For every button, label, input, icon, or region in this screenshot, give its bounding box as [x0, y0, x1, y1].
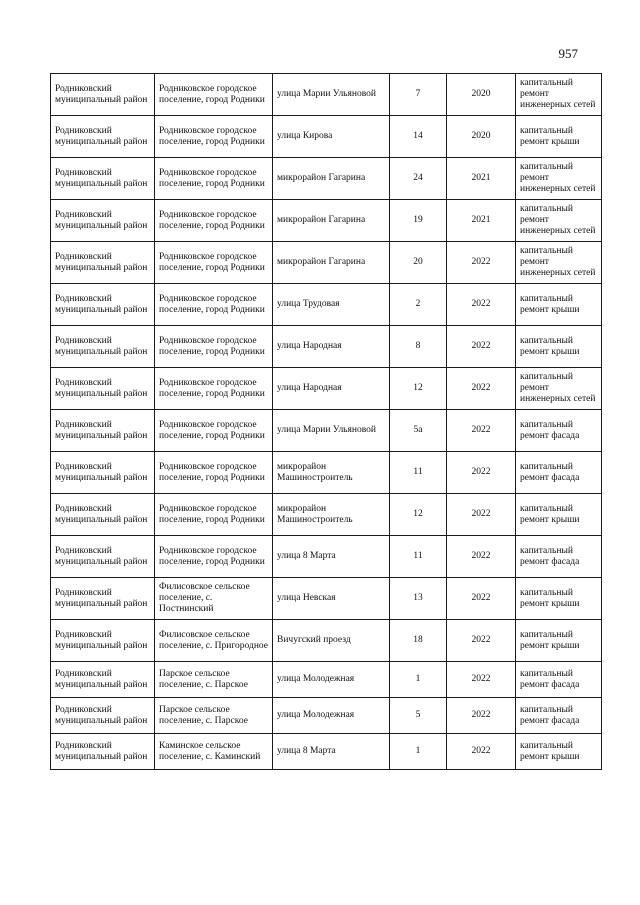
district-cell: Родниковский муниципальный район	[51, 326, 155, 368]
settlement-cell: Парское сельское поселение, с. Парское	[155, 698, 273, 734]
street-cell: улица Молодежная	[273, 698, 390, 734]
table-row	[51, 494, 602, 536]
year-cell: 2022	[447, 242, 516, 284]
settlement-cell: Родниковское городское поселение, город Родники	[155, 74, 273, 116]
table-row	[51, 242, 602, 284]
district-cell: Родниковский муниципальный район	[51, 578, 155, 620]
settlement-cell: Филисовское сельское поселение, с. Постнинский	[155, 578, 273, 620]
settlement-cell: Родниковское городское поселение, город Родники	[155, 536, 273, 578]
street-cell: микрорайон Гагарина	[273, 242, 390, 284]
district-cell: Родниковский муниципальный район	[51, 200, 155, 242]
house-number-cell: 11	[390, 452, 447, 494]
work-type-cell: капитальный ремонт крыши	[516, 494, 602, 536]
year-cell: 2021	[447, 158, 516, 200]
table-row	[51, 578, 602, 620]
table-row	[51, 662, 602, 698]
house-number-cell: 2	[390, 284, 447, 326]
house-number-cell: 1	[390, 662, 447, 698]
district-cell: Родниковский муниципальный район	[51, 536, 155, 578]
year-cell: 2022	[447, 734, 516, 770]
year-cell: 2022	[447, 578, 516, 620]
district-cell: Родниковский муниципальный район	[51, 698, 155, 734]
house-number-cell: 7	[390, 74, 447, 116]
table-row	[51, 452, 602, 494]
table-row	[51, 116, 602, 158]
settlement-cell: Родниковское городское поселение, город Родники	[155, 242, 273, 284]
work-type-cell: капитальный ремонт фасада	[516, 698, 602, 734]
street-cell: микрорайон Машиностроитель	[273, 452, 390, 494]
year-cell: 2022	[447, 536, 516, 578]
table-row	[51, 410, 602, 452]
settlement-cell: Родниковское городское поселение, город Родники	[155, 452, 273, 494]
district-cell: Родниковский муниципальный район	[51, 74, 155, 116]
settlement-cell: Родниковское городское поселение, город Родники	[155, 326, 273, 368]
street-cell: улица Народная	[273, 368, 390, 410]
work-type-cell: капитальный ремонт фасада	[516, 536, 602, 578]
year-cell: 2022	[447, 662, 516, 698]
settlement-cell: Родниковское городское поселение, город Родники	[155, 284, 273, 326]
district-cell: Родниковский муниципальный район	[51, 410, 155, 452]
district-cell: Родниковский муниципальный район	[51, 284, 155, 326]
table-row	[51, 368, 602, 410]
repair-registry-table	[50, 73, 602, 770]
house-number-cell: 24	[390, 158, 447, 200]
table-row	[51, 536, 602, 578]
settlement-cell: Родниковское городское поселение, город Родники	[155, 410, 273, 452]
settlement-cell: Родниковское городское поселение, город Родники	[155, 116, 273, 158]
work-type-cell: капитальный ремонт крыши	[516, 284, 602, 326]
year-cell: 2022	[447, 620, 516, 662]
table-row	[51, 734, 602, 770]
work-type-cell: капитальный ремонт крыши	[516, 734, 602, 770]
district-cell: Родниковский муниципальный район	[51, 452, 155, 494]
table-row	[51, 74, 602, 116]
table-row	[51, 158, 602, 200]
year-cell: 2022	[447, 368, 516, 410]
street-cell: улица 8 Марта	[273, 536, 390, 578]
house-number-cell: 8	[390, 326, 447, 368]
district-cell: Родниковский муниципальный район	[51, 662, 155, 698]
work-type-cell: капитальный ремонт фасада	[516, 452, 602, 494]
work-type-cell: капитальный ремонт крыши	[516, 326, 602, 368]
house-number-cell: 18	[390, 620, 447, 662]
table-row	[51, 284, 602, 326]
house-number-cell: 12	[390, 368, 447, 410]
work-type-cell: капитальный ремонт крыши	[516, 620, 602, 662]
year-cell: 2022	[447, 326, 516, 368]
street-cell: Вичугский проезд	[273, 620, 390, 662]
house-number-cell: 14	[390, 116, 447, 158]
district-cell: Родниковский муниципальный район	[51, 116, 155, 158]
settlement-cell: Парское сельское поселение, с. Парское	[155, 662, 273, 698]
house-number-cell: 19	[390, 200, 447, 242]
street-cell: микрорайон Гагарина	[273, 158, 390, 200]
house-number-cell: 13	[390, 578, 447, 620]
settlement-cell: Родниковское городское поселение, город Родники	[155, 158, 273, 200]
district-cell: Родниковский муниципальный район	[51, 620, 155, 662]
table-row	[51, 326, 602, 368]
street-cell: улица Невская	[273, 578, 390, 620]
district-cell: Родниковский муниципальный район	[51, 242, 155, 284]
street-cell: улица 8 Марта	[273, 734, 390, 770]
district-cell: Родниковский муниципальный район	[51, 158, 155, 200]
year-cell: 2022	[447, 410, 516, 452]
street-cell: улица Молодежная	[273, 662, 390, 698]
year-cell: 2022	[447, 494, 516, 536]
work-type-cell: капитальный ремонт крыши	[516, 116, 602, 158]
settlement-cell: Родниковское городское поселение, город Родники	[155, 200, 273, 242]
work-type-cell: капитальный ремонт инженерных сетей	[516, 242, 602, 284]
street-cell: улица Марии Ульяновой	[273, 74, 390, 116]
street-cell: улица Марии Ульяновой	[273, 410, 390, 452]
street-cell: улица Трудовая	[273, 284, 390, 326]
table-row	[51, 620, 602, 662]
settlement-cell: Филисовское сельское поселение, с. Пригородное	[155, 620, 273, 662]
page-number: 957	[558, 46, 578, 61]
table-row	[51, 200, 602, 242]
house-number-cell: 5а	[390, 410, 447, 452]
year-cell: 2022	[447, 452, 516, 494]
street-cell: улица Народная	[273, 326, 390, 368]
year-cell: 2021	[447, 200, 516, 242]
year-cell: 2020	[447, 116, 516, 158]
year-cell: 2020	[447, 74, 516, 116]
house-number-cell: 11	[390, 536, 447, 578]
district-cell: Родниковский муниципальный район	[51, 494, 155, 536]
settlement-cell: Родниковское городское поселение, город Родники	[155, 368, 273, 410]
work-type-cell: капитальный ремонт инженерных сетей	[516, 158, 602, 200]
table-row	[51, 698, 602, 734]
settlement-cell: Родниковское городское поселение, город Родники	[155, 494, 273, 536]
street-cell: улица Кирова	[273, 116, 390, 158]
house-number-cell: 12	[390, 494, 447, 536]
work-type-cell: капитальный ремонт крыши	[516, 578, 602, 620]
work-type-cell: капитальный ремонт фасада	[516, 662, 602, 698]
work-type-cell: капитальный ремонт инженерных сетей	[516, 200, 602, 242]
work-type-cell: капитальный ремонт инженерных сетей	[516, 74, 602, 116]
house-number-cell: 1	[390, 734, 447, 770]
house-number-cell: 20	[390, 242, 447, 284]
street-cell: микрорайон Машиностроитель	[273, 494, 390, 536]
work-type-cell: капитальный ремонт фасада	[516, 410, 602, 452]
district-cell: Родниковский муниципальный район	[51, 734, 155, 770]
settlement-cell: Каминское сельское поселение, с. Каминский	[155, 734, 273, 770]
year-cell: 2022	[447, 698, 516, 734]
house-number-cell: 5	[390, 698, 447, 734]
street-cell: микрорайон Гагарина	[273, 200, 390, 242]
district-cell: Родниковский муниципальный район	[51, 368, 155, 410]
year-cell: 2022	[447, 284, 516, 326]
work-type-cell: капитальный ремонт инженерных сетей	[516, 368, 602, 410]
